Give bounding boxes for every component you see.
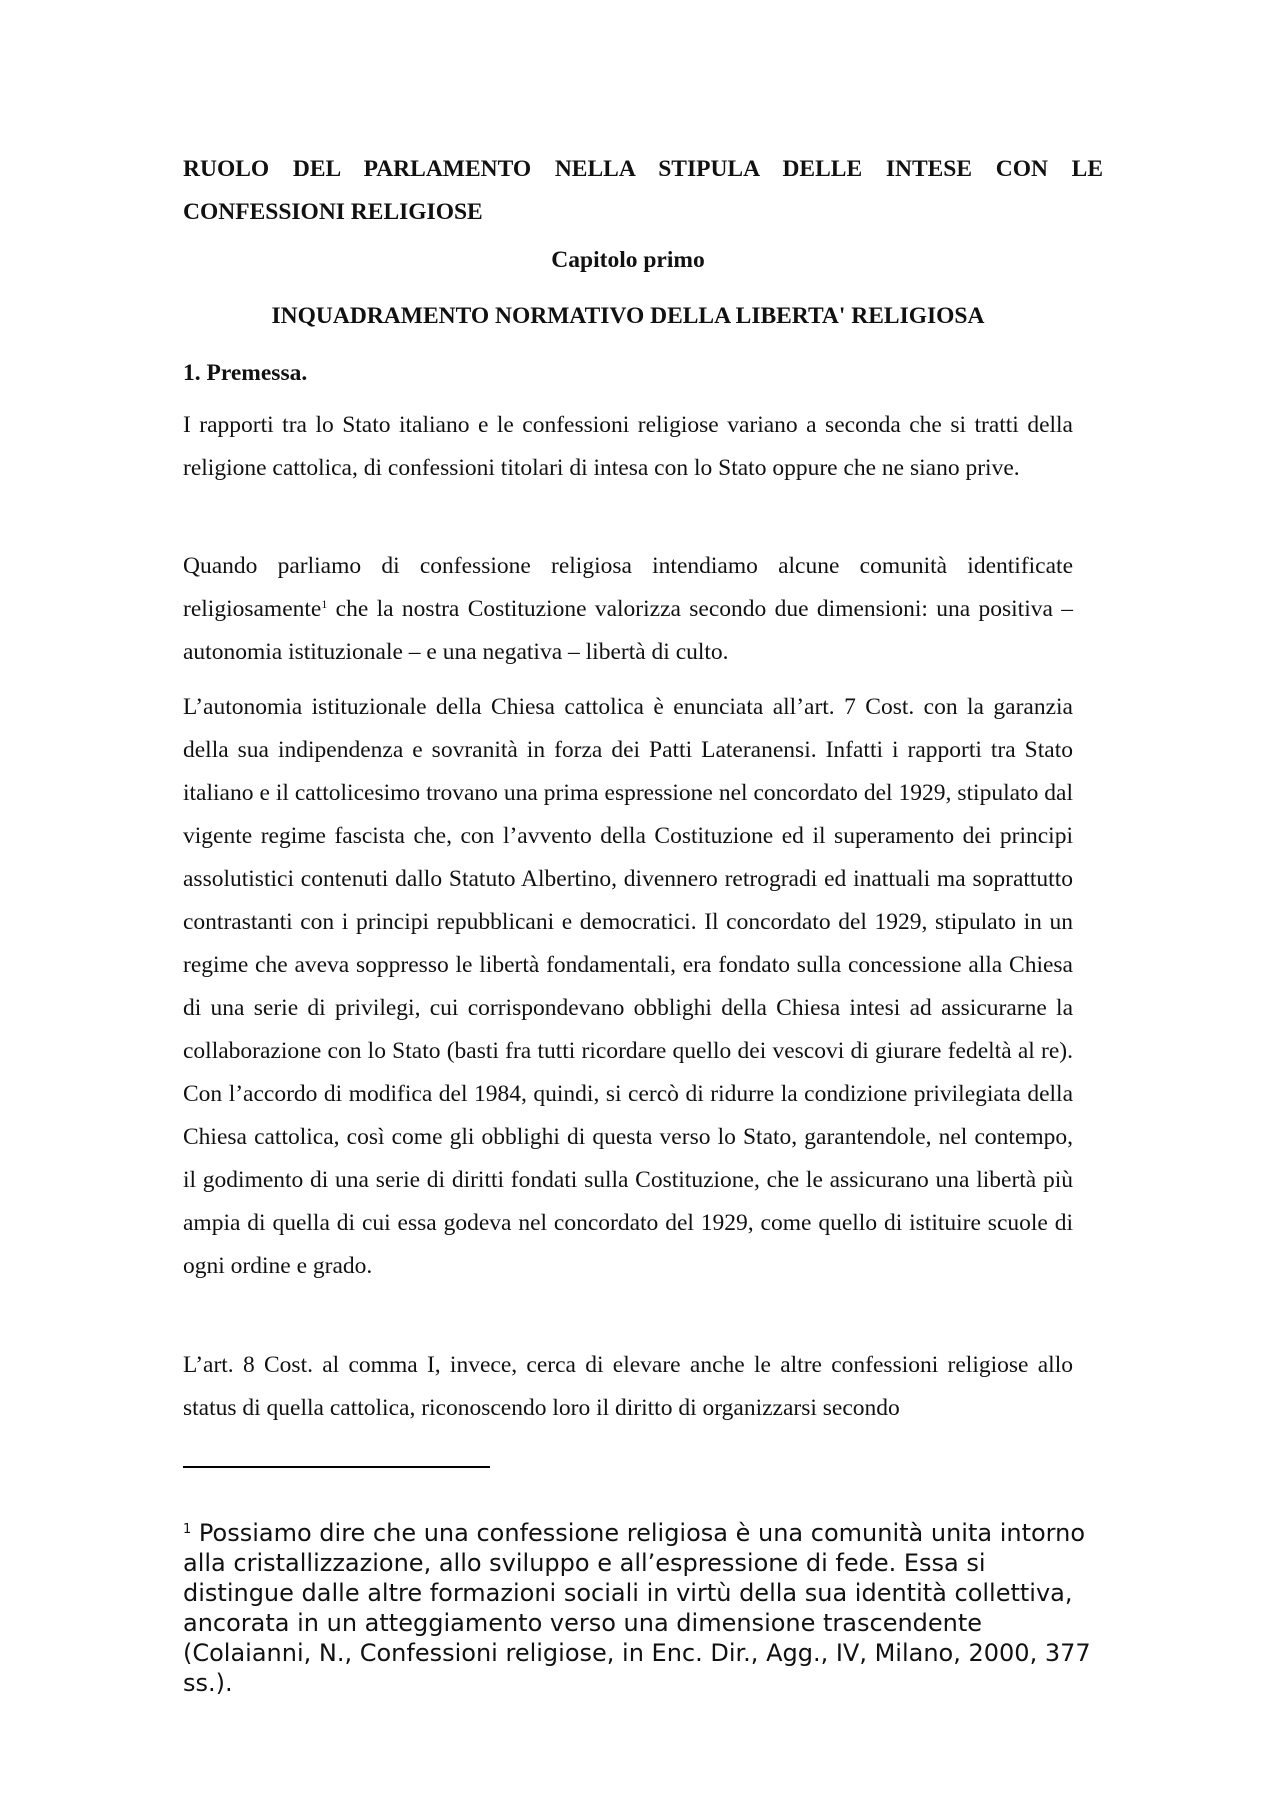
footnote-separator	[183, 1466, 490, 1468]
paragraph-2-text-b: che la nostra Costituzione valorizza secondo due dimensioni: una positiva – autonomia istituzionale – e una negativa – libertà di culto.	[183, 596, 1073, 665]
chapter-label: Capitolo primo	[551, 247, 705, 273]
paragraph-2	[183, 545, 1073, 674]
paragraph-4: L’art. 8 Cost. al comma I, invece, cerca di elevare anche le altre confessioni religiose allo status di quella cattolica, riconoscendo loro il diritto di organizzarsi secondo	[183, 1352, 1073, 1421]
chapter-title: INQUADRAMENTO NORMATIVO DELLA LIBERTA' RELIGIOSA	[271, 303, 985, 329]
paragraph-1: I rapporti tra lo Stato italiano e le confessioni religiose variano a seconda che si tratti della religione cattolica, di confessioni titolari di intesa con lo Stato oppure che ne siano prive.	[183, 412, 1073, 481]
paragraph-3: L’autonomia istituzionale della Chiesa cattolica è enunciata all’art. 7 Cost. con la garanzia della sua indipendenza e sovranità in forza dei Patti Lateranensi. Infatti i rapporti tra Stato italiano e il cattolicesimo trovano una prima espressione nel concordato del 1929, stipulato dal vigente regime fascista che, con l’avvento della Costituzione ed il superamento dei principi assolutistici contenuti dallo Statuto Albertino, divennero retrogradi ed inattuali ma soprattutto contrastanti con i principi repubblicani e democratici. Il concordato del 1929, stipulato in un regime che aveva soppresso le libertà fondamentali, era fondato sulla concessione alla Chiesa di una serie di privilegi, cui corrispondevano obblighi della Chiesa intesi ad assicurarne la collaborazione con lo Stato (basti fra tutti ricordare quello dei vescovi di giurare fedeltà al re). Con l’accordo di modifica del 1984, quindi, si cercò di ridurre la condizione privilegiata della Chiesa cattolica, così come gli obblighi di questa verso lo Stato, garantendole, nel contempo, il godimento di una serie di diritti fondati sulla Costituzione, che le assicurano una libertà più ampia di quella di cui essa godeva nel concordato del 1929, come quello di istituire scuole di ogni ordine e grado.	[183, 694, 1073, 1279]
footnote-1	[183, 1518, 1103, 1698]
footnote-text: Possiamo dire che una confessione religiosa è una comunità unita intorno alla cristallizzazione, allo sviluppo e all’espressione di fede. Essa si distingue dalle altre formazioni sociali in virtù della sua identità collettiva, ancorata in un atteggiamento verso una dimensione trascendente (Colaianni, N., Confessioni religiose, in Enc. Dir., Agg., IV, Milano, 2000, 377 ss.).	[183, 1519, 1091, 1697]
footnote-marker: 1	[183, 1522, 192, 1537]
document-title: RUOLO DEL PARLAMENTO NELLA STIPULA DELLE INTESE CON LE CONFESSIONI RELIGIOSE	[183, 156, 1103, 225]
paragraph-2-text-a: Quando parliamo di confessione religiosa intendiamo alcune comunità identificate religiosamente	[183, 553, 1073, 622]
footnote-reference[interactable]: 1	[321, 597, 328, 611]
section-heading: 1. Premessa.	[183, 360, 308, 386]
